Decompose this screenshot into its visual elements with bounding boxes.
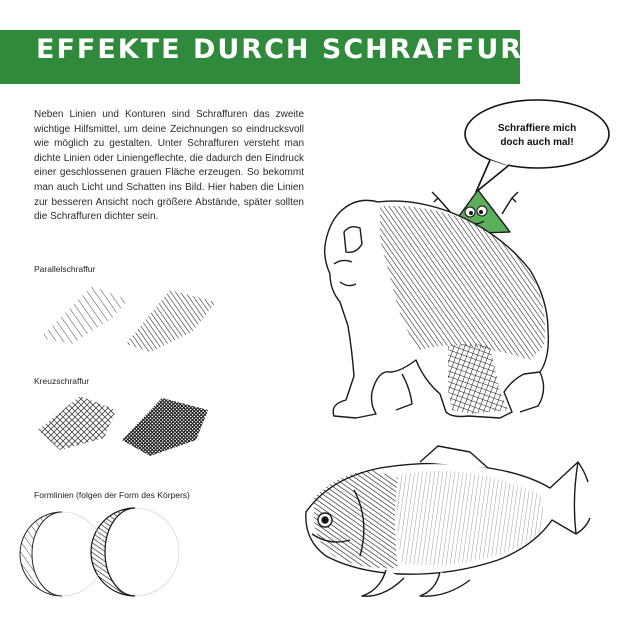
- intro-paragraph: Neben Linien und Konturen sind Schraffuren das zweite wichtige Hilfsmittel, um deine Zeichnungen so eindrucksvoll wie möglich zu gestalten. Unter Schraffuren versteht man dichte Linien oder Liniengeflechte, die dadurch den Eindruck einer geschlossenen grauen Fläche erzeugen. So bekommt man auch Licht und Schatten ins Bild. Hier haben die Linien zur besseren Ansicht noch größere Abstände, später sollten die Schraffuren dichter sein.: [34, 109, 304, 223]
- label-parallel-hatching: Parallelschraffur: [34, 264, 96, 274]
- label-cross-hatching: Kreuzschraffur: [34, 376, 90, 386]
- label-form-lines: Formlinien (folgen der Form des Körpers): [34, 490, 190, 500]
- speech-bubble-text: Schraffiere mich doch auch mal!: [497, 123, 577, 148]
- cross-hatching-samples: [38, 396, 208, 456]
- parallel-hatching-samples: [40, 286, 216, 352]
- gorilla-illustration: [325, 200, 549, 418]
- fish-illustration: [306, 446, 590, 596]
- form-lines-samples: [20, 508, 179, 596]
- page-title: EFFEKTE DURCH SCHRAFFUREN: [36, 34, 569, 65]
